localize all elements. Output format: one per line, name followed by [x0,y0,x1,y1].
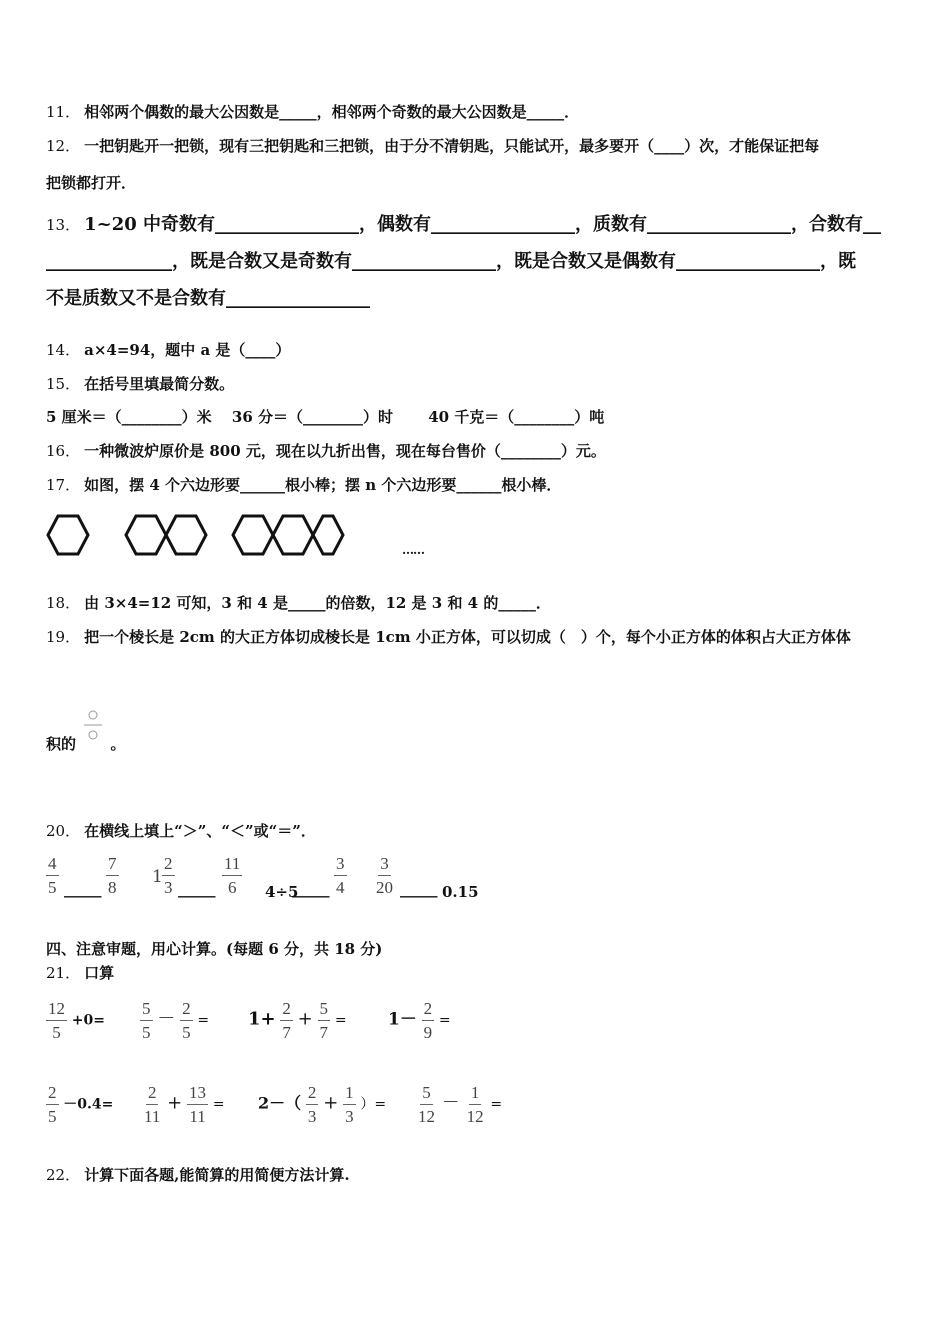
q20-item-h: 0.15 [442,883,479,901]
question-number: 16． [46,442,81,460]
q20-item-d [222,855,242,896]
operator: － [441,1092,460,1114]
question-number: 21． [46,964,81,982]
question-number: 20． [46,822,81,840]
q21-r1-b [140,1000,209,1041]
question-text: 口算 [84,964,115,982]
question-text: 不是质数又不是合数有________________ [46,288,370,309]
question-text: 1~20 中奇数有________________，偶数有________________，质数有________________，合数有__ [84,214,882,235]
question-number: 15． [46,375,81,393]
hexagon-figure [0,0,950,600]
operator: = [212,1096,225,1113]
hexagon-4 [233,516,273,554]
fraction: $\frac{5}{7}$ [319,999,329,1042]
answer-blank[interactable]: _____ [178,880,216,898]
operator: ）= [360,1096,387,1113]
operator: = [197,1012,210,1029]
operator: = [334,1012,347,1029]
q20-item-g [374,855,395,896]
question-number: 14． [46,341,81,359]
question-number: 13． [46,216,81,234]
question-text: 把一个棱长是 2cm 的大正方体切成棱长是 1cm 小正方体，可以切成（ ）个，每个小正方体的体积占大正方体体 [84,628,851,646]
fraction: $\frac{2}{5}$ [48,1083,57,1126]
fraction: $\frac{3}{4}$ [336,854,345,897]
operator: 1+ [248,1008,276,1030]
fraction: $\frac{11}{6}$ [224,854,241,897]
question-text: 如图，摆 4 个六边形要______根小棒；摆 n 个六边形要______根小棒． [84,476,562,494]
blank-fraction-icon [80,708,110,744]
fraction: $\frac{2}{3}$ [307,1083,317,1126]
question-text: 计算下面各题,能简算的用简便方法计算. [84,1166,350,1184]
question-number: 19． [46,628,81,646]
q21-r2-c [258,1084,386,1125]
question-18 [46,596,551,611]
operator: 1－ [388,1009,417,1030]
operator: + [297,1008,313,1030]
fraction: $\frac{12}{5}$ [48,999,65,1042]
operator: + [167,1092,183,1114]
fraction: $\frac{2}{3}$ [164,854,173,897]
answer-blank[interactable]: _____ [64,880,102,898]
q20-item-c [162,855,175,896]
fraction: $\frac{7}{8}$ [108,854,117,897]
section-title: 四、注意审题，用心计算。(每题 6 分，共 18 分) [46,940,383,958]
question-19 [46,630,851,645]
fraction: $\frac{1}{3}$ [345,1083,354,1126]
operator: 2－（ [258,1093,302,1113]
fraction: $\frac{2}{5}$ [182,999,191,1042]
section-4-title [46,942,382,957]
fraction: $\frac{5}{5}$ [142,999,151,1042]
question-text: 。 [110,735,126,753]
operator: +0= [71,1012,105,1029]
question-text: a×4=94，题中 a 是（____） [84,341,291,359]
hexagon-5 [273,516,313,554]
question-21 [46,966,114,981]
question-number: 17． [46,476,81,494]
operator: = [490,1096,503,1113]
fraction: $\frac{13}{11}$ [189,1083,207,1126]
q20-item-e: 4÷5 [265,883,299,901]
question-text: ______________，既是合数又是奇数有________________，既是合数又是偶数有________________，既 [46,251,856,272]
q20-item-a [46,855,59,896]
hexagon-6 [313,516,343,554]
hexagon-3 [166,516,206,554]
question-20 [46,824,316,839]
q21-r1-a [46,1000,105,1041]
hexagon-2 [126,516,166,554]
q21-r2-a [46,1084,113,1125]
q20-item-b [106,855,119,896]
question-text: 5 厘米＝（________）米 36 分＝（________）时 40 千克＝（________）吨 [46,408,605,426]
fraction: $\frac{5}{12}$ [418,1083,435,1126]
fraction: $\frac{3}{20}$ [376,854,393,897]
question-text: 把锁都打开． [46,174,137,192]
question-text: 积的 [46,735,77,753]
q21-r2-b [142,1084,225,1125]
operator: + [323,1092,339,1114]
hexagon-1 [48,516,88,554]
question-text: 一种微波炉原价是 800 元，现在以九折出售，现在每台售价（________）元。 [84,442,606,460]
operator: = [438,1012,451,1029]
question-22 [46,1168,350,1183]
question-number: 11． [46,103,81,121]
operator: － [157,1008,176,1030]
q21-r1-c [248,1000,347,1041]
question-text: 在括号里填最简分数。 [84,375,235,393]
q20-item-f [334,855,347,896]
ellipsis: …… [402,543,424,557]
question-number: 18． [46,594,81,612]
question-text: 在横线上填上“＞”、“＜”或“＝”． [84,822,316,840]
q21-r1-d [388,1000,451,1041]
whole-number: 1 [152,867,163,887]
question-text: 相邻两个偶数的最大公因数是_____，相邻两个奇数的最大公因数是_____． [84,103,580,121]
operator: －0.4= [63,1096,114,1113]
fraction: $\frac{2}{9}$ [423,999,433,1042]
fraction: $\frac{1}{12}$ [466,1083,484,1126]
question-number: 22． [46,1166,81,1184]
answer-blank[interactable]: _____ [400,880,438,898]
question-text: 由 3×4=12 可知，3 和 4 是_____的倍数，12 是 3 和 4 的_____． [84,594,551,612]
fraction: $\frac{2}{11}$ [144,1083,161,1126]
question-number: 12． [46,137,81,155]
fraction: $\frac{2}{7}$ [282,999,291,1042]
fraction: $\frac{4}{5}$ [48,854,57,897]
answer-blank[interactable]: _____ [292,880,330,898]
question-text: 一把钥匙开一把锁，现有三把钥匙和三把锁，由于分不清钥匙，只能试开，最多要开（____）次，才能保证把每 [84,137,820,155]
q21-r2-d [416,1084,502,1125]
